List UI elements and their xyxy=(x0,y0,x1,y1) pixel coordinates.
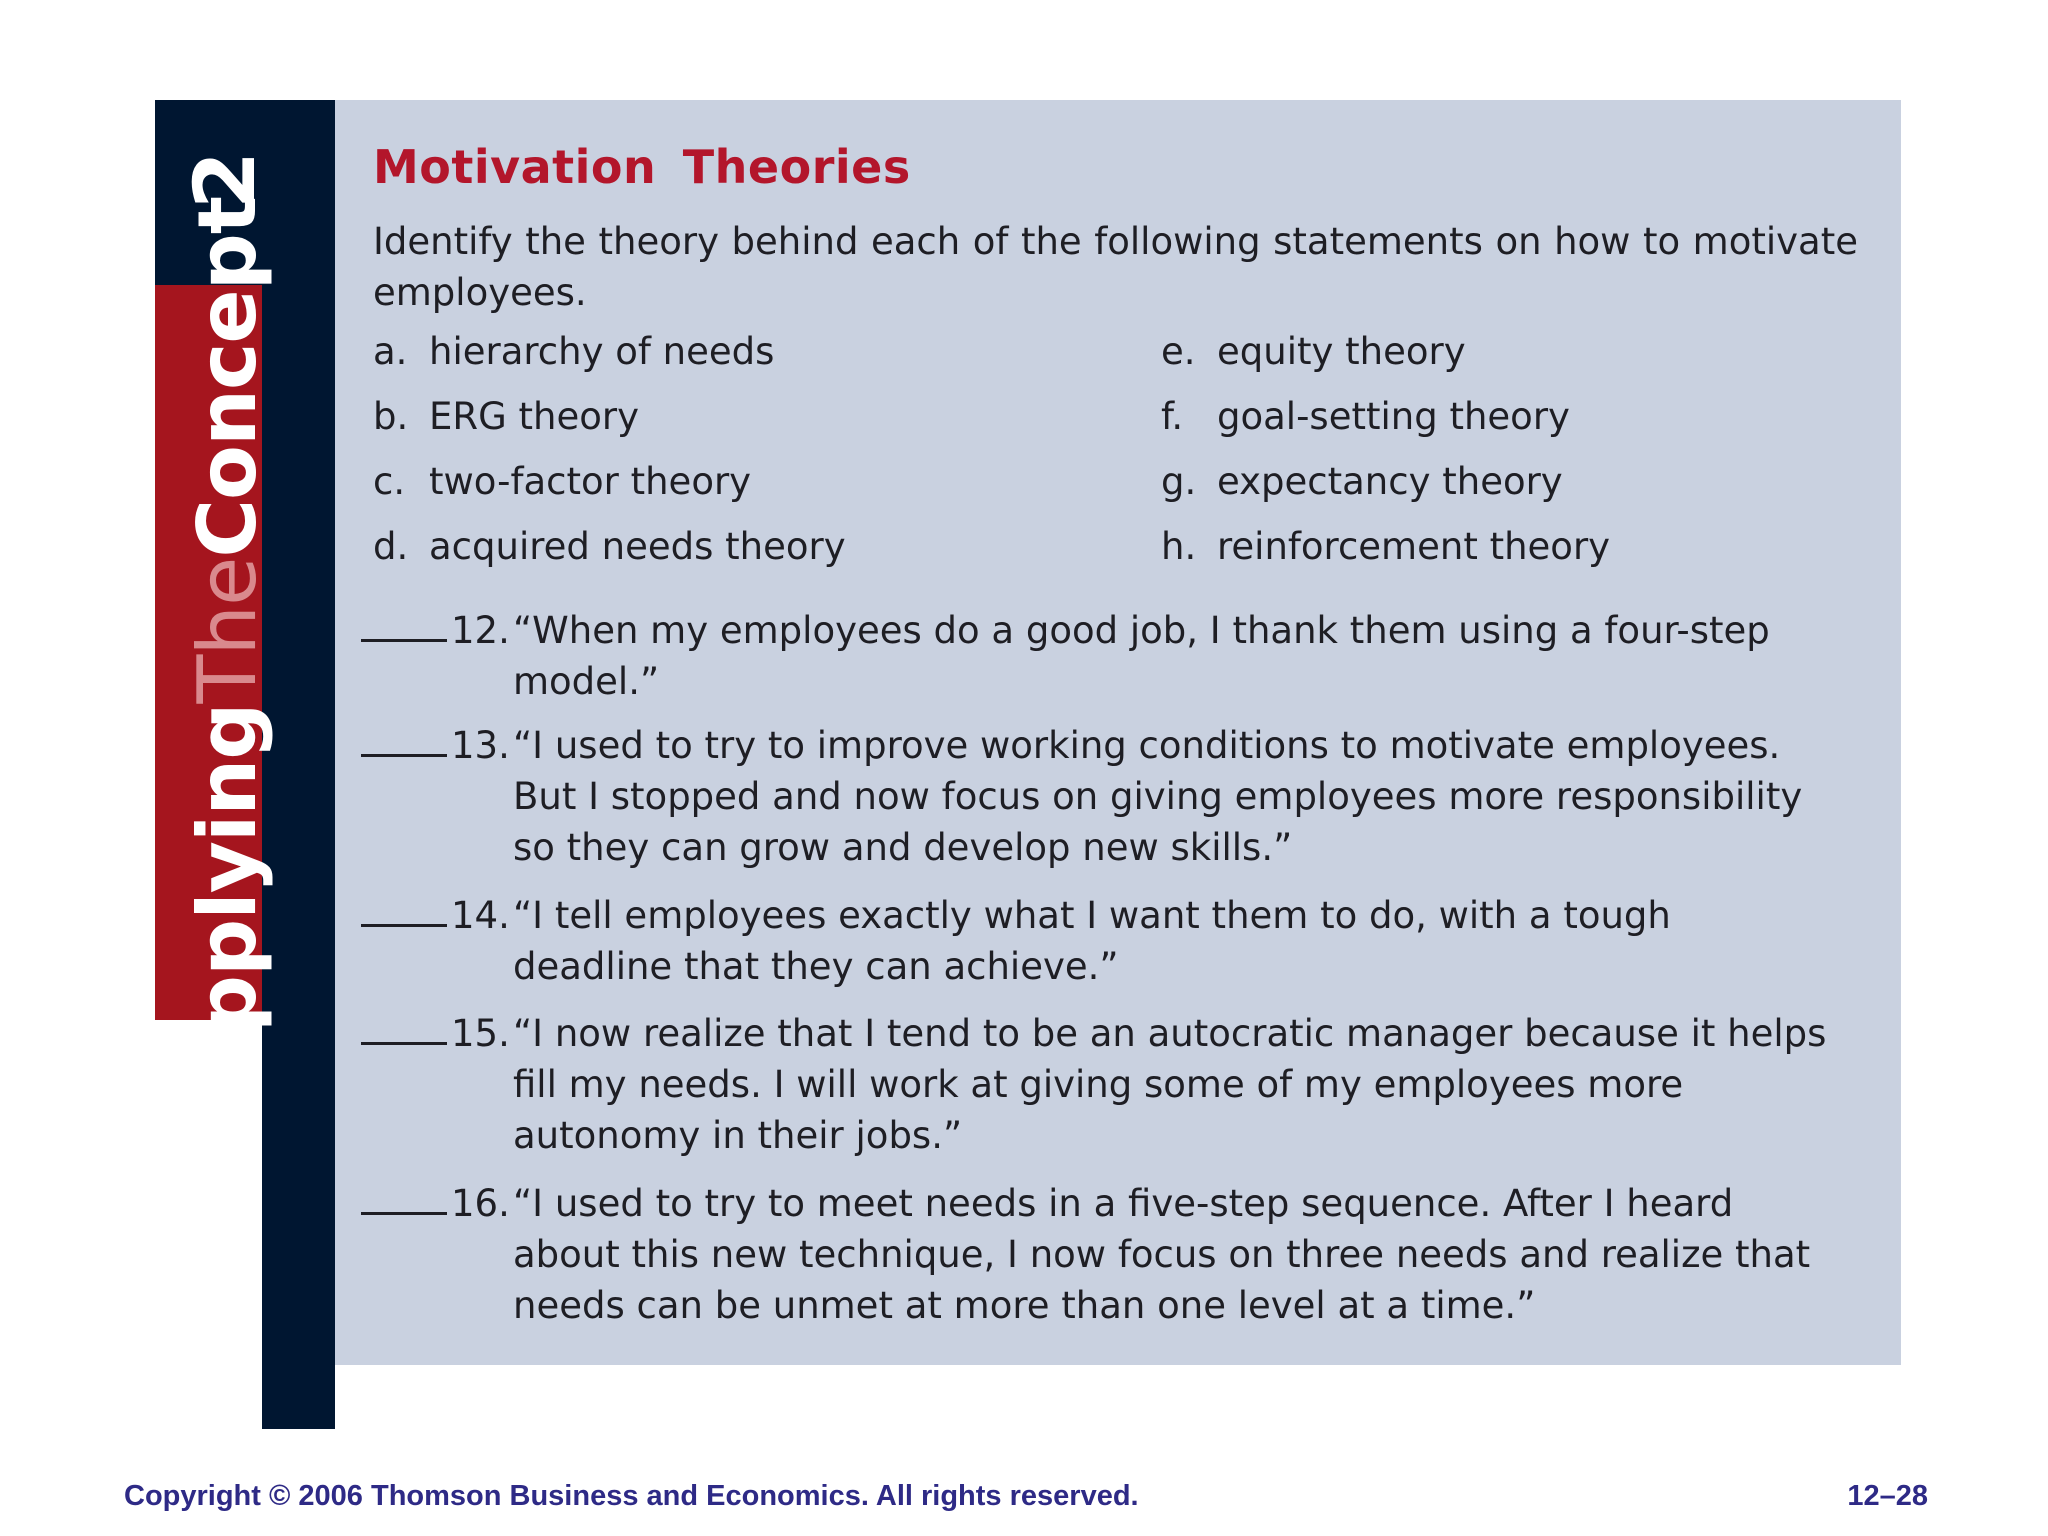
option-c xyxy=(373,456,751,507)
option-a xyxy=(373,326,774,377)
question-text: “I tell employees exactly what I want them to do, with a tough deadline that they can achieve.” xyxy=(513,894,1671,988)
content-panel xyxy=(335,100,1901,1365)
option-letter: d. xyxy=(373,525,409,568)
banner-title-applying: Applying xyxy=(181,703,274,1094)
option-text: reinforcement theory xyxy=(1217,525,1611,568)
banner-title-the: The xyxy=(181,557,274,704)
option-letter: g. xyxy=(1161,460,1197,503)
question-number: 15. xyxy=(451,1012,510,1055)
option-text: two-factor theory xyxy=(429,460,752,503)
option-h xyxy=(1161,521,1610,572)
question-number: 14. xyxy=(451,894,510,937)
banner-title xyxy=(181,196,274,1094)
option-text: expectancy theory xyxy=(1217,460,1563,503)
banner-title-concept: Concept xyxy=(181,196,274,558)
option-g xyxy=(1161,456,1563,507)
answer-blank[interactable] xyxy=(361,639,447,642)
question-number: 16. xyxy=(451,1182,510,1225)
answer-blank[interactable] xyxy=(361,754,447,757)
option-text: equity theory xyxy=(1217,330,1466,373)
answer-blank[interactable] xyxy=(361,1042,447,1045)
option-text: acquired needs theory xyxy=(429,525,846,568)
option-letter: b. xyxy=(373,395,409,438)
question-text: “I used to try to meet needs in a five-step sequence. After I heard about this new technique, I now focus on three needs and realize that needs can be unmet at more than one level at a time.” xyxy=(513,1182,1811,1327)
option-letter: a. xyxy=(373,330,408,373)
option-letter: h. xyxy=(1161,525,1197,568)
answer-blank[interactable] xyxy=(361,1212,447,1215)
footer-copyright: Copyright © 2006 Thomson Business and Economics. All rights reserved. xyxy=(124,1480,1139,1512)
question-text: “I used to try to improve working conditions to motivate employees. But I stopped and now focus on giving employees more responsibility so they can grow and develop new skills.” xyxy=(513,724,1803,869)
question-text: “I now realize that I tend to be an autocratic manager because it helps fill my needs. I will work at giving some of my employees more autonomy in their jobs.” xyxy=(513,1012,1827,1157)
option-letter: c. xyxy=(373,460,406,503)
footer-page-number: 12–28 xyxy=(1847,1480,1928,1512)
option-text: ERG theory xyxy=(429,395,639,438)
answer-blank[interactable] xyxy=(361,924,447,927)
option-letter: f. xyxy=(1161,395,1184,438)
option-text: hierarchy of needs xyxy=(429,330,775,373)
option-f xyxy=(1161,391,1570,442)
option-letter: e. xyxy=(1161,330,1196,373)
question-number: 12. xyxy=(451,609,510,652)
question-number: 13. xyxy=(451,724,510,767)
option-e xyxy=(1161,326,1466,377)
question-text: “When my employees do a good job, I thank them using a four-step model.” xyxy=(513,609,1770,703)
banner-number: 2 xyxy=(176,150,274,210)
panel-title: Motivation Theories xyxy=(373,140,911,194)
option-d xyxy=(373,521,846,572)
option-b xyxy=(373,391,639,442)
option-text: goal-setting theory xyxy=(1217,395,1570,438)
instructions: Identify the theory behind each of the following statements on how to motivate employees. xyxy=(373,220,1858,314)
